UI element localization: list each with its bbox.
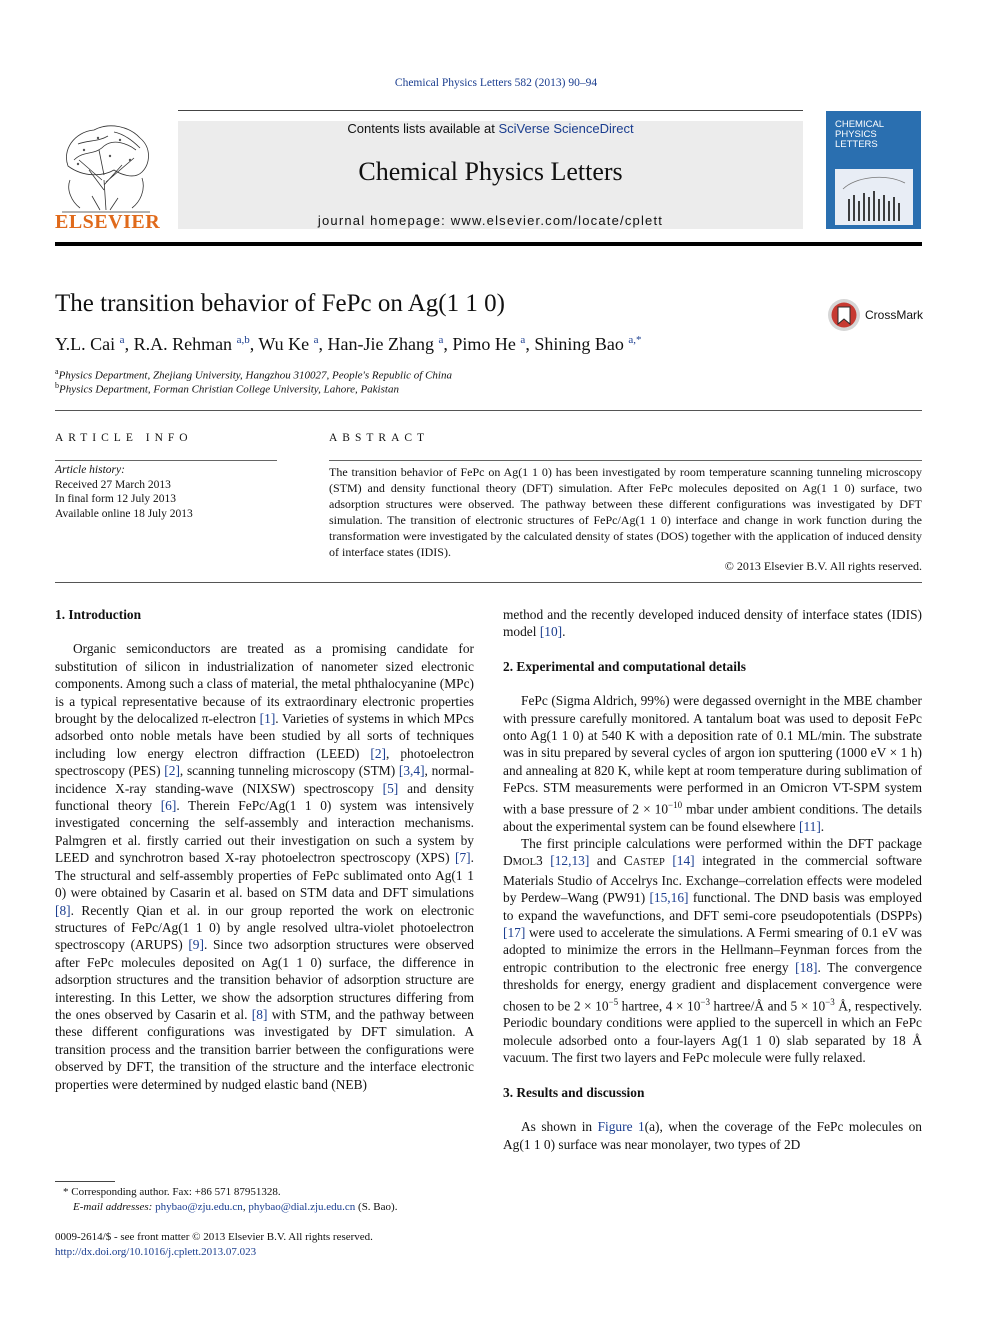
cover-title: CHEMICAL PHYSICS LETTERS xyxy=(835,119,884,150)
citation-link[interactable]: [8] xyxy=(251,1006,268,1022)
citation-link[interactable]: [10] xyxy=(539,624,563,640)
body-paragraph: As shown in Figure 1(a), when the coverage of the FePc molecules on Ag(1 1 0) surface was near monolayer, two types of 2D xyxy=(503,1119,922,1152)
citation-link[interactable]: [14] xyxy=(672,853,695,869)
citation-link[interactable]: [17] xyxy=(503,924,526,940)
crossmark-icon[interactable] xyxy=(827,298,861,332)
abstract-rule xyxy=(329,460,922,461)
email-link[interactable]: phybao@dial.zju.edu.cn xyxy=(248,1201,356,1213)
received-date: Received 27 March 2013 xyxy=(55,478,171,491)
body-column-left xyxy=(55,606,474,1093)
author-name: Wu Ke xyxy=(258,334,310,354)
final-form-date: In final form 12 July 2013 xyxy=(55,493,177,505)
citation-link[interactable]: [2] xyxy=(164,763,180,779)
body-paragraph: method and the recently developed induced density of interface states (IDIS) model [10]. xyxy=(503,607,922,640)
body-paragraph: Organic semiconductors are treated as a promising candidate for substitution of silicon in industrialization of nanometer sized electronic components. Among such a class of material, the metal phthalocyanine (MPc) is a typical representative because of its extraordinary electronic properties brought by the delocalized π-electron [1]. Varieties of systems in which MPcs adsorbed onto noble metals have been studied by all sorts of techniques including low energy electron diffraction (LEED) [2], photoelectron spectroscopy (PES) [2], scanning tunneling microscopy (STM) [3,4], normal-incidence X-ray standing-wave (NIXSW) spectroscopy [5] and density functional theory [6]. Therein FePc/Ag(1 1 0) system was intensively investigated concerning the self-assembly and interaction mechanisms. Palmgren et al. firstly carried out their investigation on such a system by LEED and synchrotron based X-ray photoelectron spectroscopy (XPS) [7]. The structural and self-assembly properties of FePc sublimated onto Ag(1 1 0) were obtained by Casarin et al. based on STM data and DFT simulations [8]. Recently Qian et al. in our group reported the work on electronic structures of FePc/Ag(1 1 0) by angle resolved ultra-violet photoelectron spectroscopy (ARUPS) [9]. Since two adsorption structures were observed after FePc molecules deposited on Ag(1 1 0) surface, the difference in adsorption structures and the transition behavior of adsorption structure are interesting. In this Letter, we show the adsorption structures differing from the ones observed by Casarin et al. [8] with STM, and the pathway between these different configurations was investigated by DFT simulation. A transition process and the transition barrier between the configurations were observed by DFT, the transition of the structure and the interface electronic properties were determined by nudged elastic band (NEB) xyxy=(55,641,475,1092)
body-paragraph: The first principle calculations were performed within the DFT package DMOL3 [12,13] and CASTEP [14] integrated in the commercial software Materials Studio of Accelrys Inc. Exchange–correlation effects were modeled by Perdew–Wang (PW91) [15,16] functional. The DND basis was employed to expand the wavefunctions, and DFT semi-core pseudopotentials (DSPPs) [17] were used to accelerate the simulations. A Fermi smearing of 0.1 eV was adopted to minimize the errors in the Hellmann–Feynman forces from the entropic contribution to the electronic free energy [18]. The convergence thresholds for energy, energy gradient and displacement convergence were chosen to be $2 \times 10^{-5}$ hartree, $4 \times 10^{-3}$ hartree/Å and $5 \times 10^{-3}$ Å, respectively. Periodic boundary conditions were applied to the supercell in which an FePc molecule adsorbed onto a four-layers Ag(1 1 0) slab separated by 18 Å vacuum. The first two layers and FePc molecule were fully relaxed. xyxy=(503,835,923,1066)
article-info-heading: ARTICLE INFO xyxy=(55,432,193,444)
author-affiliation-marker[interactable]: a,b xyxy=(236,334,250,346)
abstract-copyright: © 2013 Elsevier B.V. All rights reserved. xyxy=(724,559,922,573)
issn-line: 0009-2614/$ - see front matter © 2013 Elsevier B.V. All rights reserved. xyxy=(55,1231,373,1243)
article-title: The transition behavior of FePc on Ag(1 1 0) xyxy=(55,290,505,317)
abstract-text: The transition behavior of FePc on Ag(1 1 0) has been investigated by room temperature scanning tunneling microscopy (STM) and density functional theory (DFT) simulation. After FePc molecules deposited on Ag(1 1 0) surface, two adsorption structures were observed. The pathway between these different configurations was investigated by DFT simulation. The transition of electronic structures of FePc/Ag(1 1 0) interface and change in work function during the transformation were investigated by the calculated density of states (DOS) together with the application of induced density of interface states (IDIS). xyxy=(329,465,922,559)
figure-link[interactable]: Figure 1 xyxy=(597,1119,645,1135)
footnote xyxy=(55,1185,397,1215)
footnote-rule xyxy=(55,1181,115,1182)
author-affiliation-marker[interactable]: a xyxy=(119,334,125,346)
article-history xyxy=(55,463,193,521)
section-heading-experimental: 2. Experimental and computational details xyxy=(503,658,746,674)
header-top-rule xyxy=(178,110,803,111)
citation-link[interactable]: [18] xyxy=(795,959,818,975)
citation-link[interactable]: [11] xyxy=(798,818,821,834)
citation-link[interactable]: [8] xyxy=(55,902,71,918)
citation-link[interactable]: [7] xyxy=(455,850,471,866)
citation-link[interactable]: [3,4] xyxy=(398,763,425,779)
elsevier-wordmark: ELSEVIER xyxy=(55,211,161,233)
citation-link[interactable]: [15,16] xyxy=(649,890,689,906)
journal-reference[interactable]: Chemical Physics Letters 582 (2013) 90–94 xyxy=(394,77,598,89)
citation-link[interactable]: [9] xyxy=(188,937,204,953)
author-name: Y.L. Cai xyxy=(55,334,116,354)
doi-link[interactable]: http://dx.doi.org/10.1016/j.cplett.2013.07.023 xyxy=(55,1245,257,1258)
abstract-heading: ABSTRACT xyxy=(329,432,430,444)
homepage-link[interactable]: www.elsevier.com/locate/cplett xyxy=(450,213,664,228)
affiliation-text: Physics Department, Forman Christian College University, Lahore, Pakistan xyxy=(59,383,399,396)
body-column-right xyxy=(503,606,922,1153)
online-date: Available online 18 July 2013 xyxy=(55,507,193,520)
author-affiliation-marker[interactable]: a xyxy=(313,334,319,346)
citation-link[interactable]: [5] xyxy=(382,780,399,796)
contents-prefix: Contents lists available at xyxy=(347,121,499,136)
author-name: Pimo He xyxy=(452,334,516,354)
journal-cover-thumbnail[interactable] xyxy=(826,111,921,229)
affiliation-marker: a xyxy=(55,367,59,376)
corresponding-author-note: * Corresponding author. Fax: +86 571 87951328. xyxy=(63,1186,281,1198)
affiliation-a xyxy=(55,367,452,382)
history-label: Article history: xyxy=(55,464,125,476)
affiliation-marker: b xyxy=(55,381,59,390)
author-name: Han-Jie Zhang xyxy=(327,334,435,354)
section-rule xyxy=(55,582,922,583)
affiliation-text: Physics Department, Zhejiang University, Hangzhou 310027, People's Republic of China xyxy=(58,369,452,382)
journal-name: Chemical Physics Letters xyxy=(358,157,623,186)
author-name: R.A. Rehman xyxy=(133,334,233,354)
author-name: Shining Bao xyxy=(534,334,624,354)
citation-link[interactable]: [1] xyxy=(259,711,276,727)
citation-link[interactable]: [12,13] xyxy=(550,853,590,869)
author-affiliation-marker[interactable]: a,* xyxy=(628,334,642,346)
email-separator: , xyxy=(242,1201,249,1213)
header-thick-rule xyxy=(55,242,922,246)
bottom-meta xyxy=(55,1230,373,1259)
author-affiliation-marker[interactable]: a xyxy=(438,334,444,346)
section-rule xyxy=(55,410,922,411)
article-info-rule xyxy=(55,460,277,461)
author-affiliation-marker[interactable]: a xyxy=(520,334,526,346)
homepage-line xyxy=(178,213,803,228)
affiliation-b xyxy=(55,381,399,396)
email-link[interactable]: phybao@zju.edu.cn xyxy=(155,1201,243,1213)
section-heading-introduction: 1. Introduction xyxy=(55,607,142,622)
crossmark-label[interactable]: CrossMark xyxy=(865,308,924,322)
email-label: E-mail addresses: xyxy=(73,1201,156,1213)
body-paragraph: FePc (Sigma Aldrich, 99%) were degassed overnight in the MBE chamber with pressure carefully monitored. A tantalum boat was used to deposit FePc onto Ag(1 1 0) at 540 K with a deposition rate of 0.1 ML/min. The substrate was in situ prepared by several cycles of argon ion sputtering (1000 eV × 1 h) and annealing at 820 K, while kept at room temperature during sublimation of FePcs. STM measurements were performed in an Omicron VT-SPM system with a base pressure of $2 \times 10^{-10}$ mbar under ambient conditions. The details about the experimental system can be found elsewhere [11]. xyxy=(503,693,922,834)
author-list: Y.L. Cai $^a$, R.A. Rehman $^{a,b}$, Wu Ke $^a$, Han-Jie Zhang $^a$, Pimo He $^a$, Shining Bao $^{a,*}$ xyxy=(55,334,642,354)
sciencedirect-link[interactable]: SciVerse ScienceDirect xyxy=(498,121,634,136)
email-suffix: (S. Bao). xyxy=(355,1201,398,1213)
homepage-prefix: journal homepage: xyxy=(317,213,451,228)
cover-image xyxy=(835,169,913,225)
section-heading-results: 3. Results and discussion xyxy=(503,1084,645,1100)
contents-line xyxy=(178,121,803,136)
citation-link[interactable]: [6] xyxy=(160,798,177,814)
citation-link[interactable]: [2] xyxy=(370,745,387,761)
